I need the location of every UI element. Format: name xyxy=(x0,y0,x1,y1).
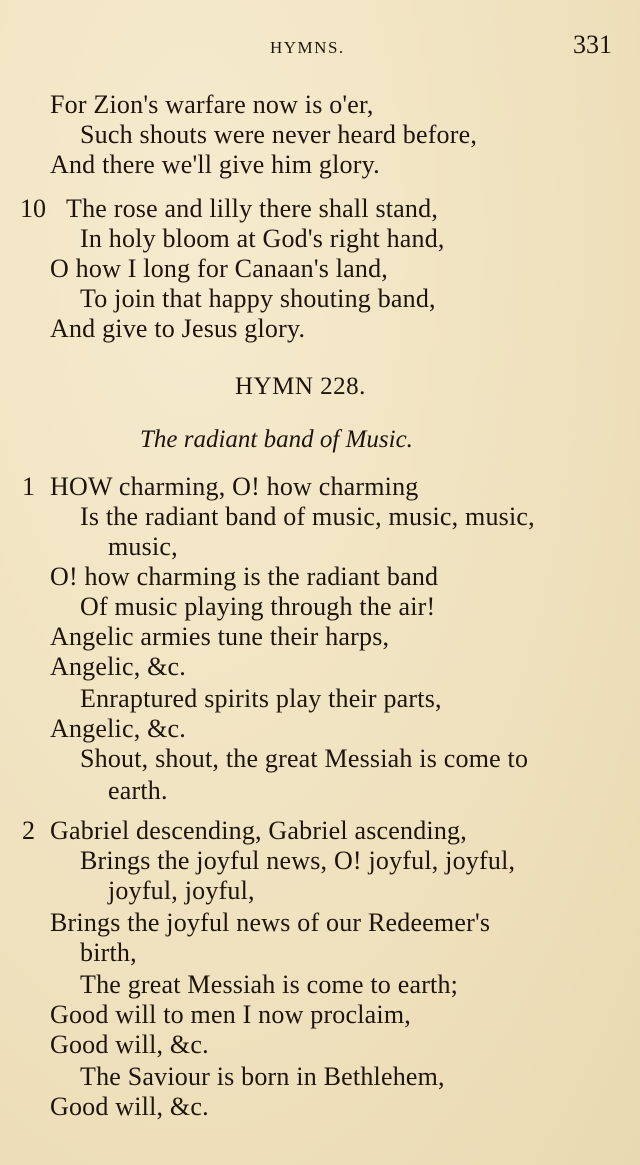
verse-line: Angelic, &c. xyxy=(50,652,186,681)
verse-line: HOW charming, O! how charming xyxy=(50,472,419,501)
hymn-subtitle: The radiant band of Music. xyxy=(140,426,413,453)
verse-line: Of music playing through the air! xyxy=(80,592,436,621)
verse-line: In holy bloom at God's right hand, xyxy=(80,224,445,253)
verse-line: Good will, &c. xyxy=(50,1030,209,1059)
verse-line: To join that happy shouting band, xyxy=(80,284,436,313)
verse-line: Gabriel descending, Gabriel ascending, xyxy=(50,816,467,845)
verse-line: Good will, &c. xyxy=(50,1092,209,1121)
verse-line: Angelic, &c. xyxy=(50,714,186,743)
verse-line: O how I long for Canaan's land, xyxy=(50,254,388,283)
hymn-title: HYMN 228. xyxy=(235,373,366,400)
verse-line: O! how charming is the radiant band xyxy=(50,562,439,591)
verse-line: And there we'll give him glory. xyxy=(50,150,380,179)
verse-line: The great Messiah is come to earth; xyxy=(80,970,459,999)
verse-line: joyful, joyful, xyxy=(108,876,255,905)
verse-line: Shout, shout, the great Messiah is come to xyxy=(80,744,529,773)
verse-line: Such shouts were never heard before, xyxy=(80,120,478,149)
verse-line: Good will to men I now proclaim, xyxy=(50,1000,411,1029)
verse-line: music, xyxy=(108,532,178,561)
verse-number: 1 xyxy=(22,472,35,501)
verse-line: Enraptured spirits play their parts, xyxy=(80,684,442,713)
verse-number: 2 xyxy=(22,816,35,845)
verse-line: For Zion's warfare now is o'er, xyxy=(50,90,374,119)
verse-line: earth. xyxy=(108,776,168,805)
verse-line: Is the radiant band of music, music, music, xyxy=(80,502,535,531)
page-number: 331 xyxy=(573,30,612,59)
verse-line: The rose and lilly there shall stand, xyxy=(66,194,439,223)
verse-line: Brings the joyful news, O! joyful, joyful, xyxy=(80,846,516,875)
verse-line: The Saviour is born in Bethlehem, xyxy=(80,1062,445,1091)
verse-line: And give to Jesus glory. xyxy=(50,314,306,343)
verse-number: 10 xyxy=(20,194,46,223)
verse-line: Angelic armies tune their harps, xyxy=(50,622,390,651)
running-header: HYMNS. xyxy=(270,38,345,57)
verse-line: birth, xyxy=(80,938,137,967)
verse-line: Brings the joyful news of our Redeemer's xyxy=(50,908,491,937)
